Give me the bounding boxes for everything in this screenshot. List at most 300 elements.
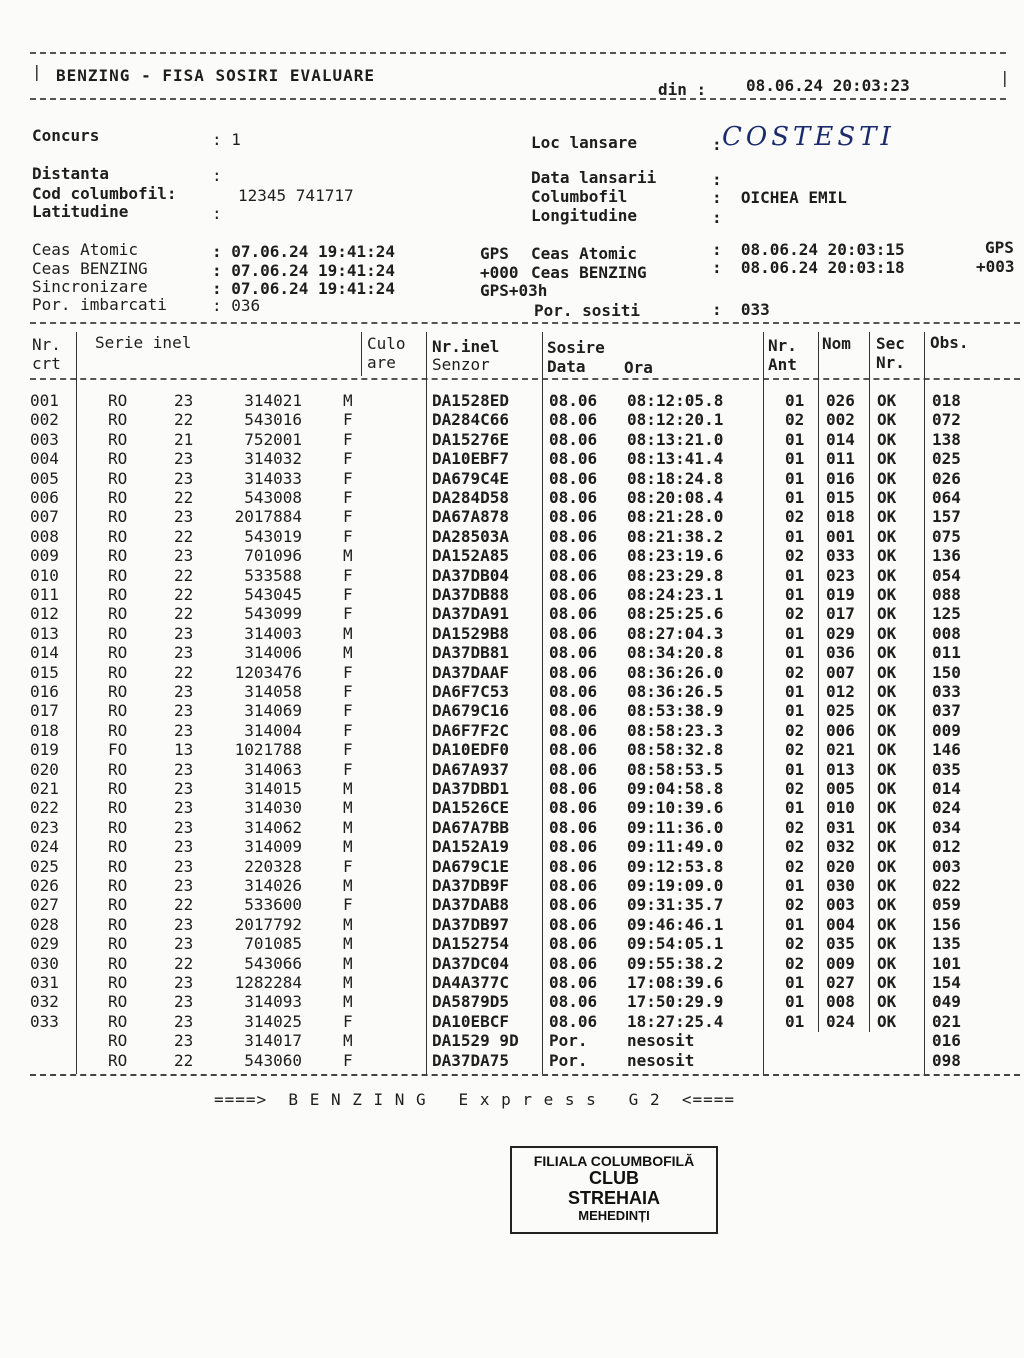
row-number: 032	[30, 992, 59, 1012]
sensor-id: DA15276E	[432, 429, 510, 449]
observation: 138	[932, 429, 961, 449]
security-status: OK	[877, 449, 897, 469]
col-serie-inel: Serie inel	[95, 333, 192, 352]
sex: F	[343, 410, 353, 430]
sensor-id: DA37DA91	[432, 604, 510, 624]
arrival-time: 08:53:38.9	[627, 701, 724, 721]
arrival-time: 09:46:46.1	[627, 914, 724, 934]
antenna-nr: 02	[785, 817, 805, 837]
distanta-value: :	[212, 166, 222, 185]
ring-year: 23	[174, 934, 194, 954]
sensor-id: DA37DB04	[432, 565, 510, 585]
ring-year: 23	[174, 779, 194, 798]
ring-country: RO	[108, 934, 128, 954]
observation: 014	[932, 779, 961, 798]
arrival-date: 08.06	[549, 449, 598, 469]
nominal-nr: 020	[826, 856, 855, 876]
ring-country: RO	[108, 876, 128, 895]
sex: M	[343, 992, 353, 1012]
arrival-date: 08.06	[549, 740, 598, 760]
nominal-nr: 032	[826, 837, 855, 857]
col-obs: Obs.	[930, 333, 969, 352]
observation: 035	[932, 759, 961, 779]
ring-number: 543099	[244, 604, 302, 624]
ring-year: 22	[174, 604, 194, 624]
row-number: 019	[30, 740, 59, 760]
ring-number: 314093	[244, 992, 302, 1012]
nominal-nr: 018	[826, 507, 855, 527]
ring-year: 23	[174, 876, 194, 895]
arrival-date: 08.06	[549, 798, 598, 818]
sex: F	[343, 507, 353, 527]
sex: F	[343, 1050, 353, 1070]
ring-year: 22	[174, 1050, 194, 1070]
ring-number: 2017884	[234, 507, 302, 527]
arrival-time: 08:12:20.1	[627, 410, 724, 430]
concurs-value: : 1	[212, 130, 241, 149]
col-sec-nr: Nr.	[876, 353, 905, 372]
arrival-time: 08:13:21.0	[627, 429, 724, 449]
col-culo: Culo	[367, 334, 406, 353]
ring-number: 314017	[244, 1031, 302, 1051]
arrival-time: 08:58:23.3	[627, 720, 724, 740]
clock-right-2-value: : 033	[712, 300, 770, 319]
ring-country: RO	[108, 449, 128, 469]
ring-number: 701085	[244, 934, 302, 954]
row-number: 020	[30, 759, 59, 779]
sep-serie	[361, 332, 362, 376]
row-number: 014	[30, 643, 59, 663]
ring-number: 1021788	[234, 740, 302, 760]
sensor-id: DA1528ED	[432, 391, 510, 410]
observation: 037	[932, 701, 961, 721]
clock-left-3-label: Por. imbarcati	[32, 295, 167, 314]
antenna-nr: 02	[785, 720, 805, 740]
sex: F	[343, 720, 353, 740]
clock-left-1-suffix: +000	[480, 263, 519, 282]
observation: 059	[932, 895, 961, 915]
security-status: OK	[877, 488, 897, 507]
antenna-nr: 02	[785, 953, 805, 973]
table-row	[0, 469, 1024, 488]
sex: M	[343, 876, 353, 895]
sensor-id: DA679C16	[432, 701, 510, 721]
sex: M	[343, 546, 353, 566]
sensor-id: DA37DA75	[432, 1050, 510, 1070]
ring-country: RO	[108, 643, 128, 663]
observation: 012	[932, 837, 961, 857]
ring-number: 314062	[244, 817, 302, 837]
nominal-nr: 003	[826, 895, 855, 915]
arrival-date: 08.06	[549, 876, 598, 895]
nominal-nr: 016	[826, 468, 855, 488]
ring-year: 23	[174, 720, 194, 740]
col-nr: Nr.	[32, 335, 61, 354]
arrival-time: 09:31:35.7	[627, 895, 724, 915]
ring-country: RO	[108, 604, 128, 624]
observation: 135	[932, 934, 961, 954]
row-number: 012	[30, 604, 59, 624]
arrival-time: 08:13:41.4	[627, 449, 724, 469]
distanta-label: Distanta	[32, 164, 110, 183]
arrival-time: 08:24:23.1	[627, 585, 724, 604]
ring-year: 23	[174, 1011, 194, 1031]
row-number: 009	[30, 546, 59, 566]
sex: F	[343, 662, 353, 682]
table-row	[0, 488, 1024, 507]
arrival-date: Por.	[549, 1050, 588, 1070]
arrival-time: 08:27:04.3	[627, 623, 724, 643]
table-row	[0, 857, 1024, 876]
sensor-id: DA10EDF0	[432, 740, 510, 760]
ring-country: RO	[108, 391, 128, 410]
arrival-time: 08:18:24.8	[627, 468, 724, 488]
table-row	[0, 701, 1024, 720]
row-number: 029	[30, 934, 59, 954]
ring-number: 543066	[244, 953, 302, 973]
antenna-nr: 01	[785, 449, 805, 469]
sex: F	[343, 604, 353, 624]
ring-year: 22	[174, 565, 194, 585]
nominal-nr: 030	[826, 876, 855, 895]
row-number: 008	[30, 526, 59, 546]
observation: 034	[932, 817, 961, 837]
antenna-nr: 01	[785, 876, 805, 895]
arrival-date: 08.06	[549, 429, 598, 449]
row-number: 001	[30, 391, 59, 410]
table-bottom-dash	[30, 1074, 1020, 1076]
ring-year: 23	[174, 682, 194, 701]
clock-right-2-label: Por. sositi	[534, 301, 640, 320]
security-status: OK	[877, 643, 897, 663]
ring-country: RO	[108, 1011, 128, 1031]
security-status: OK	[877, 507, 897, 527]
clock-left-1-value: : 07.06.24 19:41:24	[212, 261, 396, 280]
clock-right-0-suffix: GPS	[985, 238, 1014, 257]
antenna-nr: 01	[785, 488, 805, 507]
ring-country: RO	[108, 429, 128, 449]
security-status: OK	[877, 740, 897, 760]
data-lansarii-label: Data lansarii	[531, 168, 657, 187]
sensor-id: DA37DB81	[432, 643, 510, 663]
nominal-nr: 009	[826, 953, 855, 973]
ring-country: RO	[108, 585, 128, 604]
observation: 009	[932, 720, 961, 740]
observation: 049	[932, 992, 961, 1012]
ring-year: 23	[174, 856, 194, 876]
antenna-nr: 01	[785, 1011, 805, 1031]
ring-number: 314006	[244, 643, 302, 663]
sensor-id: DA152A85	[432, 546, 510, 566]
ring-number: 314009	[244, 837, 302, 857]
arrival-time: 08:20:08.4	[627, 488, 724, 507]
sex: M	[343, 837, 353, 857]
security-status: OK	[877, 410, 897, 430]
arrival-date: 08.06	[549, 779, 598, 798]
arrival-time: 09:04:58.8	[627, 779, 724, 798]
clock-left-2-label: Sincronizare	[32, 277, 148, 296]
arrival-date: 08.06	[549, 565, 598, 585]
table-row	[0, 663, 1024, 682]
sensor-id: DA67A7BB	[432, 817, 510, 837]
security-status: OK	[877, 429, 897, 449]
nominal-nr: 025	[826, 701, 855, 721]
clock-left-2-value: : 07.06.24 19:41:24	[212, 279, 396, 298]
observation: 021	[932, 1011, 961, 1031]
ring-year: 22	[174, 895, 194, 915]
row-number: 033	[30, 1011, 59, 1031]
row-number: 016	[30, 682, 59, 701]
ring-number: 543019	[244, 526, 302, 546]
table-row	[0, 643, 1024, 662]
security-status: OK	[877, 565, 897, 585]
arrival-time: 08:12:05.8	[627, 391, 724, 410]
footer-brand: ====> B E N Z I N G E x p r e s s G 2 <====	[214, 1090, 736, 1109]
table-row	[0, 410, 1024, 429]
columbofil-value: : OICHEA EMIL	[712, 188, 847, 207]
ring-country: FO	[108, 740, 128, 760]
nominal-nr: 019	[826, 585, 855, 604]
antenna-nr: 02	[785, 740, 805, 760]
security-status: OK	[877, 876, 897, 895]
arrival-date: 08.06	[549, 934, 598, 954]
col-senzor: Senzor	[432, 355, 490, 374]
row-number: 005	[30, 468, 59, 488]
nominal-nr: 006	[826, 720, 855, 740]
row-number: 004	[30, 449, 59, 469]
ring-year: 22	[174, 662, 194, 682]
antenna-nr: 01	[785, 623, 805, 643]
antenna-nr: 01	[785, 682, 805, 701]
sex: F	[343, 468, 353, 488]
table-row	[0, 973, 1024, 992]
col-sosire: Sosire	[547, 338, 605, 357]
observation: 136	[932, 546, 961, 566]
antenna-nr: 02	[785, 837, 805, 857]
arrival-date: 08.06	[549, 759, 598, 779]
observation: 025	[932, 449, 961, 469]
observation: 003	[932, 856, 961, 876]
row-number: 030	[30, 953, 59, 973]
observation: 098	[932, 1050, 961, 1070]
ring-country: RO	[108, 953, 128, 973]
table-row	[0, 430, 1024, 449]
club-stamp	[510, 1146, 718, 1234]
sex: F	[343, 895, 353, 915]
arrival-time: 09:12:53.8	[627, 856, 724, 876]
antenna-nr: 01	[785, 973, 805, 992]
arrival-date: 08.06	[549, 585, 598, 604]
header-dash-line	[30, 98, 1006, 100]
security-status: OK	[877, 391, 897, 410]
row-number: 021	[30, 779, 59, 798]
ring-number: 543060	[244, 1050, 302, 1070]
header-bar-left: |	[32, 62, 42, 81]
sensor-id: DA5879D5	[432, 992, 510, 1012]
ring-country: RO	[108, 914, 128, 934]
ring-number: 314025	[244, 1011, 302, 1031]
ring-year: 23	[174, 992, 194, 1012]
row-number: 022	[30, 798, 59, 818]
header-bottom-dash	[30, 378, 1020, 380]
security-status: OK	[877, 973, 897, 992]
row-number: 027	[30, 895, 59, 915]
arrival-time: 08:21:38.2	[627, 526, 724, 546]
ring-year: 22	[174, 953, 194, 973]
row-number: 025	[30, 856, 59, 876]
din-label: din :	[658, 80, 707, 99]
arrival-date: 08.06	[549, 1011, 598, 1031]
col-sec: Sec	[876, 334, 905, 353]
stamp-line1: FILIALA COLUMBOFILĂ	[533, 1153, 695, 1169]
sensor-id: DA4A377C	[432, 973, 510, 992]
sensor-id: DA67A937	[432, 759, 510, 779]
col-nr-inel: Nr.inel	[432, 337, 500, 356]
ring-country: RO	[108, 973, 128, 992]
sex: F	[343, 488, 353, 507]
stamp-line3: STREHAIA	[567, 1188, 660, 1209]
security-status: OK	[877, 720, 897, 740]
security-status: OK	[877, 895, 897, 915]
din-value: 08.06.24 20:03:23	[746, 76, 910, 95]
sex: M	[343, 798, 353, 818]
col-ora: Ora	[624, 358, 653, 377]
observation: 033	[932, 682, 961, 701]
antenna-nr: 01	[785, 643, 805, 663]
data-lansarii-value: :	[712, 170, 722, 189]
arrival-time: 17:08:39.6	[627, 973, 724, 992]
table-row	[0, 934, 1024, 953]
observation: 146	[932, 740, 961, 760]
security-status: OK	[877, 856, 897, 876]
antenna-nr: 02	[785, 779, 805, 798]
table-row	[0, 566, 1024, 585]
clock-left-0-suffix: GPS	[480, 244, 509, 263]
col-crt: crt	[32, 354, 61, 373]
ring-number: 314069	[244, 701, 302, 721]
arrival-date: 08.06	[549, 682, 598, 701]
security-status: OK	[877, 953, 897, 973]
ring-year: 23	[174, 701, 194, 721]
table-row	[0, 449, 1024, 468]
arrival-date: 08.06	[549, 507, 598, 527]
security-status: OK	[877, 837, 897, 857]
arrival-time: 09:11:36.0	[627, 817, 724, 837]
antenna-nr: 02	[785, 895, 805, 915]
ring-number: 314030	[244, 798, 302, 818]
table-row	[0, 1031, 1024, 1050]
col-are: are	[367, 353, 396, 372]
observation: 026	[932, 468, 961, 488]
table-row	[0, 760, 1024, 779]
security-status: OK	[877, 604, 897, 624]
security-status: OK	[877, 623, 897, 643]
table-row	[0, 798, 1024, 817]
arrival-date: 08.06	[549, 953, 598, 973]
row-number: 017	[30, 701, 59, 721]
security-status: OK	[877, 759, 897, 779]
row-number: 010	[30, 565, 59, 585]
sensor-id: DA679C1E	[432, 856, 510, 876]
ring-number: 2017792	[234, 914, 302, 934]
ring-year: 22	[174, 410, 194, 430]
ring-country: RO	[108, 1050, 128, 1070]
ring-country: RO	[108, 992, 128, 1012]
clock-left-0-value: : 07.06.24 19:41:24	[212, 242, 396, 261]
arrival-time: 08:36:26.5	[627, 682, 724, 701]
antenna-nr: 02	[785, 662, 805, 682]
stamp-line2: CLUB	[589, 1168, 639, 1189]
table-row	[0, 585, 1024, 604]
latitudine-label: Latitudine	[32, 202, 129, 221]
ring-country: RO	[108, 895, 128, 915]
table-row	[0, 1051, 1024, 1070]
row-number: 031	[30, 973, 59, 992]
ring-country: RO	[108, 623, 128, 643]
sensor-id: DA6F7C53	[432, 682, 510, 701]
arrival-time: 09:55:38.2	[627, 953, 724, 973]
antenna-nr: 01	[785, 701, 805, 721]
table-row	[0, 895, 1024, 914]
nominal-nr: 029	[826, 623, 855, 643]
col-data: Data	[547, 357, 586, 376]
clock-right-0-label: Ceas Atomic	[531, 244, 637, 263]
arrival-date: 08.06	[549, 546, 598, 566]
antenna-nr: 01	[785, 429, 805, 449]
ring-number: 1282284	[234, 973, 302, 992]
sex: M	[343, 643, 353, 663]
arrival-date: 08.06	[549, 837, 598, 857]
sensor-id: DA1529B8	[432, 623, 510, 643]
sex: F	[343, 759, 353, 779]
arrival-time: 08:23:19.6	[627, 546, 724, 566]
sex: M	[343, 1031, 353, 1051]
nominal-nr: 026	[826, 391, 855, 410]
arrival-time: 08:58:32.8	[627, 740, 724, 760]
observation: 125	[932, 604, 961, 624]
sensor-id: DA6F7F2C	[432, 720, 510, 740]
nominal-nr: 035	[826, 934, 855, 954]
nominal-nr: 024	[826, 1011, 855, 1031]
arrival-date: 08.06	[549, 662, 598, 682]
sex: F	[343, 585, 353, 604]
sex: F	[343, 682, 353, 701]
ring-year: 23	[174, 1031, 194, 1051]
table-row	[0, 992, 1024, 1011]
ring-number: 701096	[244, 546, 302, 566]
security-status: OK	[877, 992, 897, 1012]
ring-number: 752001	[244, 429, 302, 449]
nominal-nr: 015	[826, 488, 855, 507]
sex: M	[343, 391, 353, 410]
sensor-id: DA152754	[432, 934, 510, 954]
table-row	[0, 779, 1024, 798]
table-row	[0, 837, 1024, 856]
ring-year: 23	[174, 507, 194, 527]
clock-left-1-label: Ceas BENZING	[32, 259, 148, 278]
clock-left-2-suffix: GPS+03h	[480, 281, 548, 300]
ring-year: 22	[174, 488, 194, 507]
security-status: OK	[877, 934, 897, 954]
observation: 156	[932, 914, 961, 934]
sex: M	[343, 779, 353, 798]
table-top-dash	[30, 322, 1020, 324]
ring-number: 543045	[244, 585, 302, 604]
arrival-date: Por.	[549, 1031, 588, 1051]
sex: F	[343, 1011, 353, 1031]
sex: M	[343, 914, 353, 934]
sex: F	[343, 526, 353, 546]
